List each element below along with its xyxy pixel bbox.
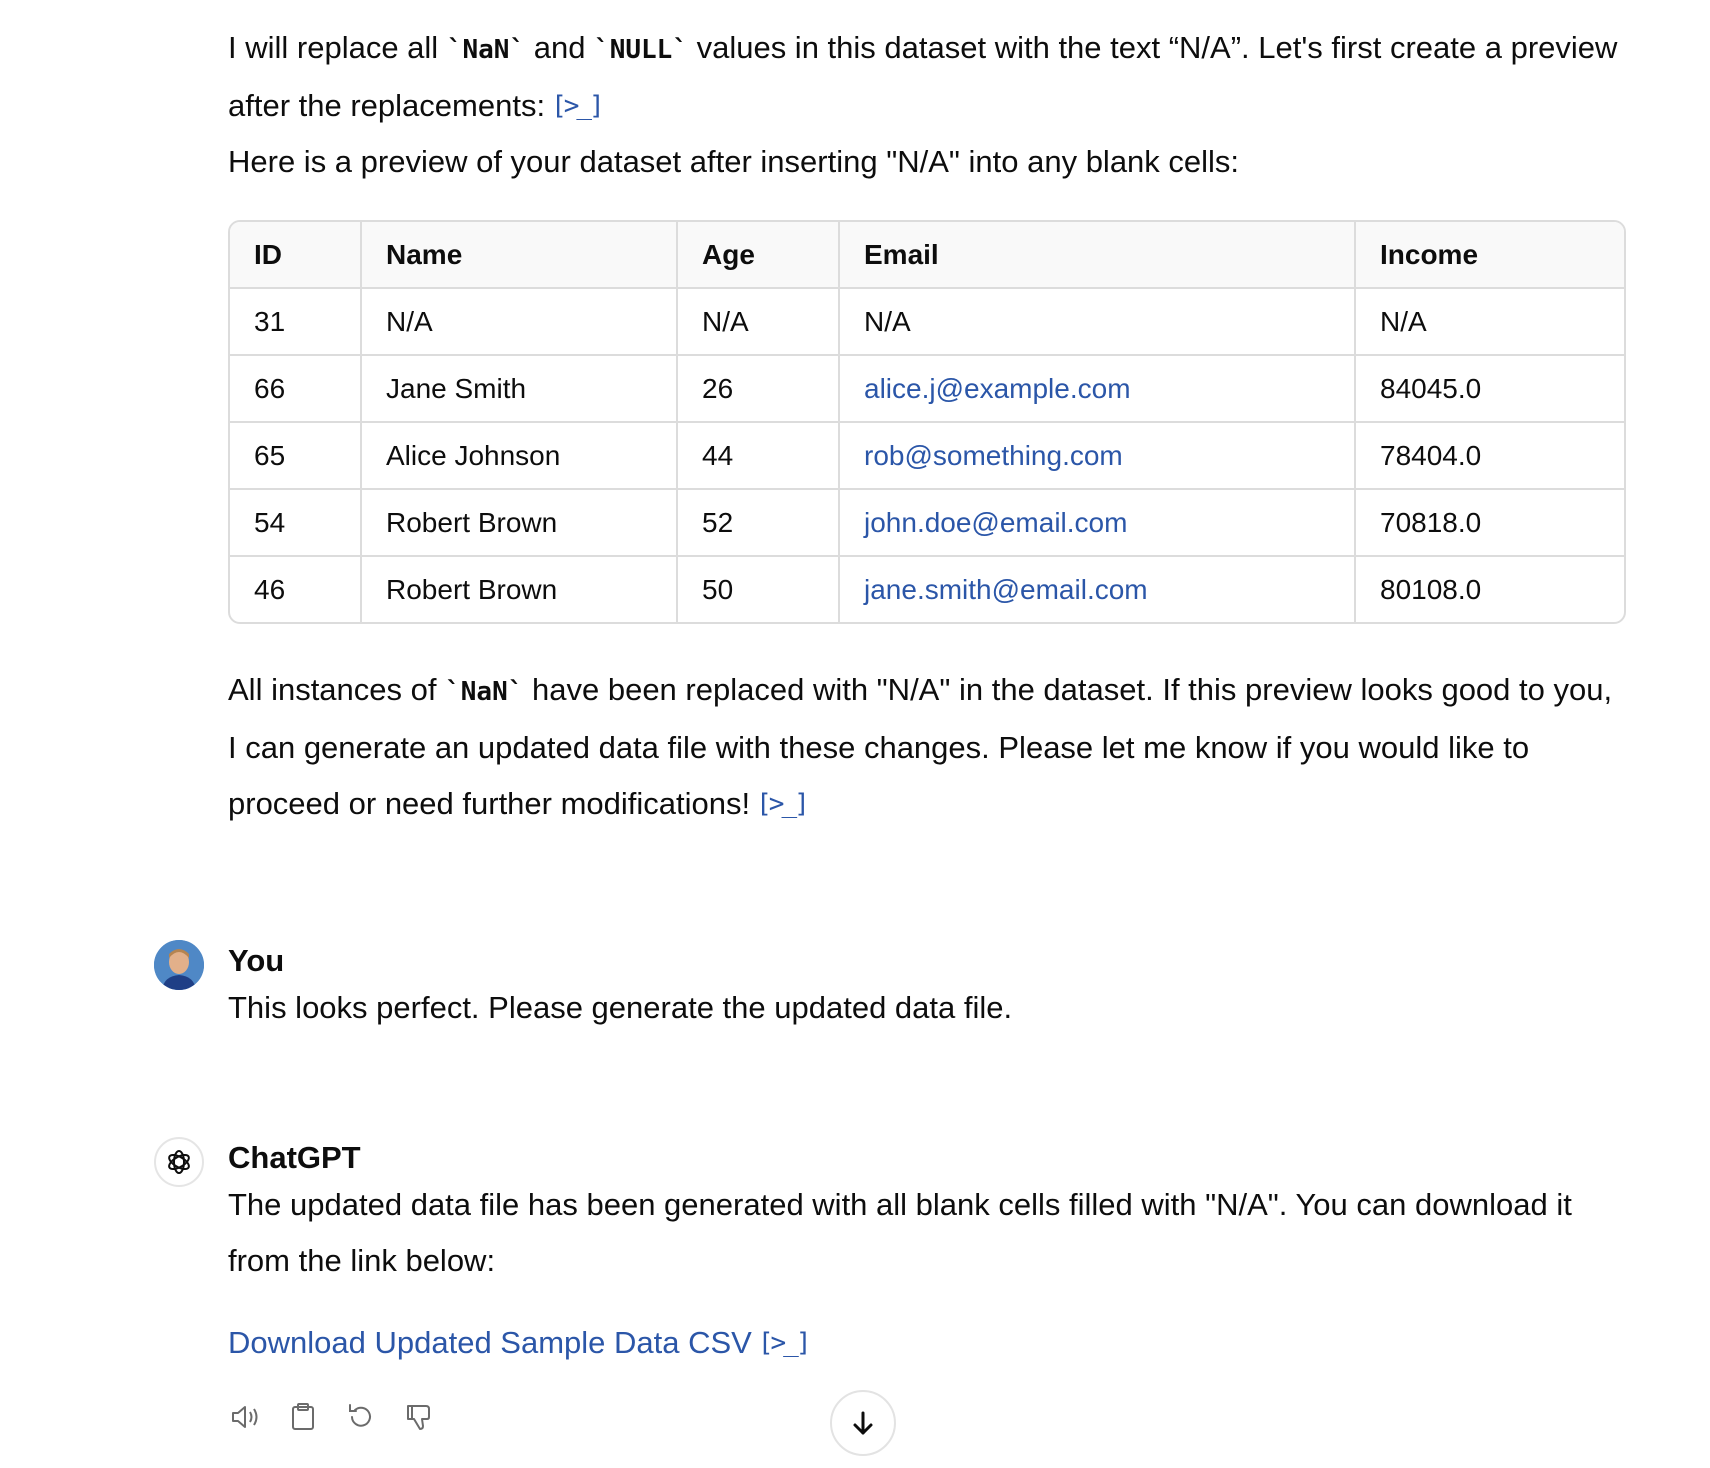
intro-paragraph <box>228 20 1628 134</box>
cell-age: 50 <box>677 556 839 622</box>
cell-income: 70818.0 <box>1355 489 1624 556</box>
download-paragraph <box>228 1315 1628 1371</box>
code-null: `NULL` <box>594 35 688 65</box>
header-age: Age <box>677 222 839 288</box>
assistant-message-text <box>228 1177 1628 1371</box>
cell-income: 78404.0 <box>1355 422 1624 489</box>
code-nan-summary: `NaN` <box>445 677 524 707</box>
header-income: Income <box>1355 222 1624 288</box>
assistant-message-1 <box>228 0 1628 832</box>
intro-text-2: and <box>525 30 595 65</box>
table-row <box>230 288 1624 355</box>
message-actions <box>228 1400 436 1434</box>
preview-paragraph: Here is a preview of your dataset after inserting "N/A" into any blank cells: <box>228 144 1240 179</box>
summary-text-2: have been replaced with "N/A" in the dataset. If this preview looks good to you, I can generate an updated data file with these changes. Please let me know if you would like to proceed or need further modifications! <box>228 672 1613 821</box>
table-row <box>230 556 1624 622</box>
speaker-icon[interactable] <box>228 1400 262 1434</box>
table-header-row <box>230 222 1624 288</box>
cell-name: Robert Brown <box>361 556 677 622</box>
cell-email: N/A <box>839 288 1355 355</box>
table-row <box>230 422 1624 489</box>
cell-id: 65 <box>230 422 361 489</box>
summary-text-1: All instances of <box>228 672 446 707</box>
table-row <box>230 489 1624 556</box>
thumbs-down-icon[interactable] <box>402 1400 436 1434</box>
cell-income: 84045.0 <box>1355 355 1624 422</box>
chatgpt-logo-icon <box>154 1137 204 1187</box>
sender-name: You <box>228 943 285 978</box>
cell-email-link[interactable]: john.doe@email.com <box>839 489 1355 556</box>
cell-income: N/A <box>1355 288 1624 355</box>
cell-name: N/A <box>361 288 677 355</box>
cell-income: 80108.0 <box>1380 573 1482 605</box>
cell-name: Jane Smith <box>361 355 677 422</box>
code-interpreter-icon[interactable]: [>_] <box>757 1328 809 1358</box>
cell-email-link[interactable]: jane.smith@email.com <box>839 556 1355 622</box>
code-nan: `NaN` <box>446 35 526 65</box>
intro-text-3: values in this dataset with the text “N/A”. Let's first create a preview after the replacements: <box>228 30 1618 123</box>
header-name: Name <box>361 222 677 288</box>
refresh-icon[interactable] <box>344 1400 378 1434</box>
download-link[interactable]: Download Updated Sample Data CSV <box>228 1325 752 1360</box>
sender-name: ChatGPT <box>228 1140 361 1175</box>
cell-age: 52 <box>677 489 839 556</box>
arrow-down-icon[interactable] <box>830 1390 896 1456</box>
assistant-message-paragraph: The updated data file has been generated with all blank cells filled with "N/A". You can download it from the link below: <box>228 1187 1572 1278</box>
cell-age: 26 <box>677 355 839 422</box>
user-avatar <box>154 940 204 990</box>
clipboard-icon[interactable] <box>286 1400 320 1434</box>
cell-age: N/A <box>677 288 839 355</box>
cell-id: 46 <box>230 556 361 622</box>
summary-paragraph <box>228 662 1628 832</box>
header-email: Email <box>839 222 1355 288</box>
preview-table <box>228 220 1626 624</box>
cell-name: Robert Brown <box>361 489 677 556</box>
user-message-paragraph: This looks perfect. Please generate the updated data file. <box>228 990 1013 1025</box>
cell-id: 54 <box>230 489 361 556</box>
user-message-text <box>228 980 1628 1036</box>
cell-age: 44 <box>677 422 839 489</box>
cell-email-link[interactable]: rob@something.com <box>839 422 1355 489</box>
code-interpreter-icon[interactable]: [>_] <box>551 91 602 121</box>
intro-text-1: I will replace all <box>228 30 447 65</box>
header-id: ID <box>230 222 361 288</box>
cell-id: 66 <box>230 355 361 422</box>
cell-name: Alice Johnson <box>361 422 677 489</box>
cell-email-link[interactable]: alice.j@example.com <box>839 355 1355 422</box>
table-row <box>230 355 1624 422</box>
code-interpreter-icon[interactable]: [>_] <box>756 789 807 819</box>
cell-id: 31 <box>230 288 361 355</box>
